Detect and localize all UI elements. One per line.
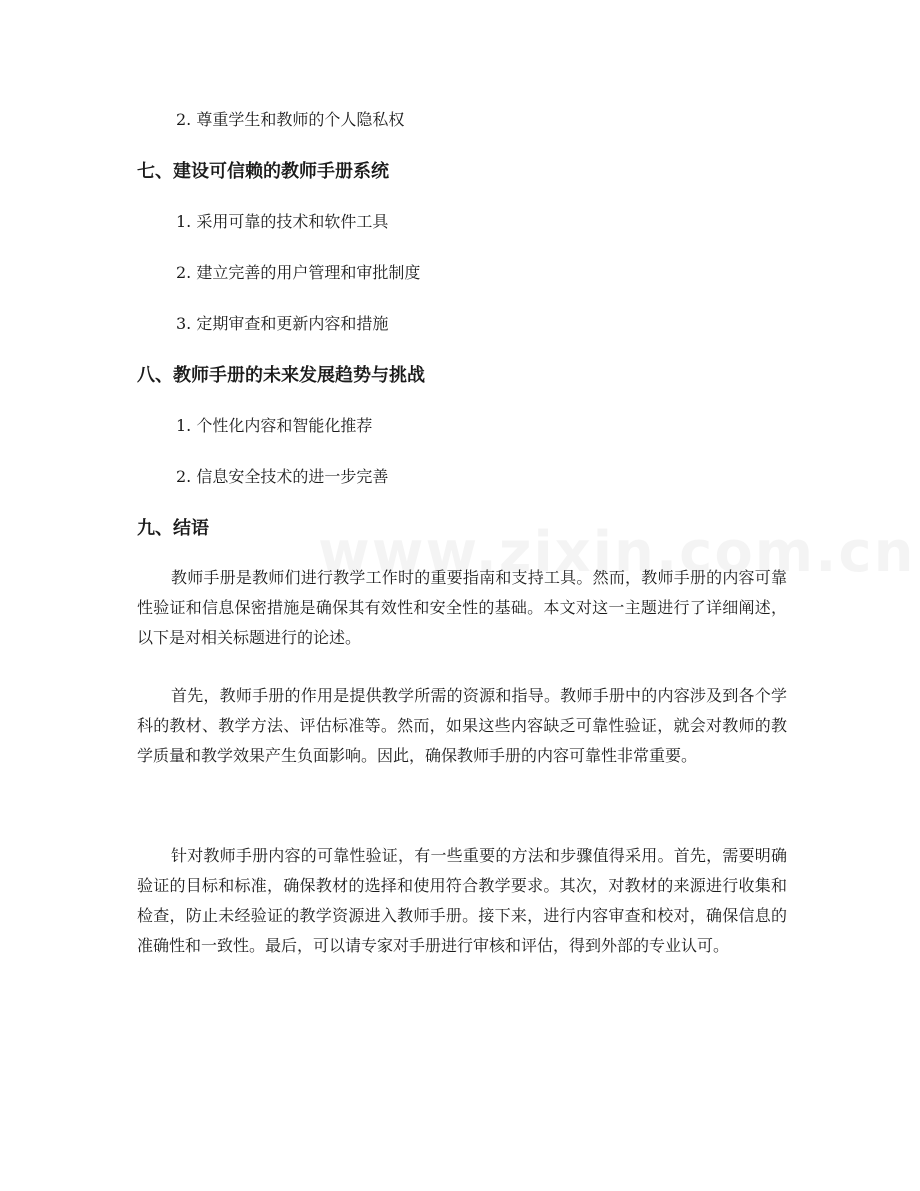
section-heading-7: 七、建设可信赖的教师手册系统 xyxy=(137,161,389,182)
list-item-privacy: 2. 尊重学生和教师的个人隐私权 xyxy=(176,110,405,129)
list-item-8-2: 2. 信息安全技术的进一步完善 xyxy=(176,467,389,486)
paragraph-1: 教师手册是教师们进行教学工作时的重要指南和支持工具。然而，教师手册的内容可靠性验证和信息保密措施是确保其有效性和安全性的基础。本文对这一主题进行了详细阐述，以下是对相关标题进行的论述。 xyxy=(137,568,787,647)
section-heading-8: 八、教师手册的未来发展趋势与挑战 xyxy=(137,365,425,386)
list-item-7-1: 1. 采用可靠的技术和软件工具 xyxy=(176,212,389,231)
list-item-7-3: 3. 定期审查和更新内容和措施 xyxy=(176,314,389,333)
paragraph-3: 针对教师手册内容的可靠性验证，有一些重要的方法和步骤值得采用。首先，需要明确验证的目标和标准，确保教材的选择和使用符合教学要求。其次，对教材的来源进行收集和检查，防止未经验证的教学资源进入教师手册。接下来，进行内容审查和校对，确保信息的准确性和一致性。最后，可以请专家对手册进行审核和评估，得到外部的专业认可。 xyxy=(137,846,787,955)
list-item-7-2: 2. 建立完善的用户管理和审批制度 xyxy=(176,263,421,282)
section-heading-9: 九、结语 xyxy=(137,518,209,539)
list-item-8-1: 1. 个性化内容和智能化推荐 xyxy=(176,416,373,435)
paragraph-2: 首先，教师手册的作用是提供教学所需的资源和指导。教师手册中的内容涉及到各个学科的教材、教学方法、评估标准等。然而，如果这些内容缺乏可靠性验证，就会对教师的教学质量和教学效果产生负面影响。因此，确保教师手册的内容可靠性非常重要。 xyxy=(137,686,787,765)
